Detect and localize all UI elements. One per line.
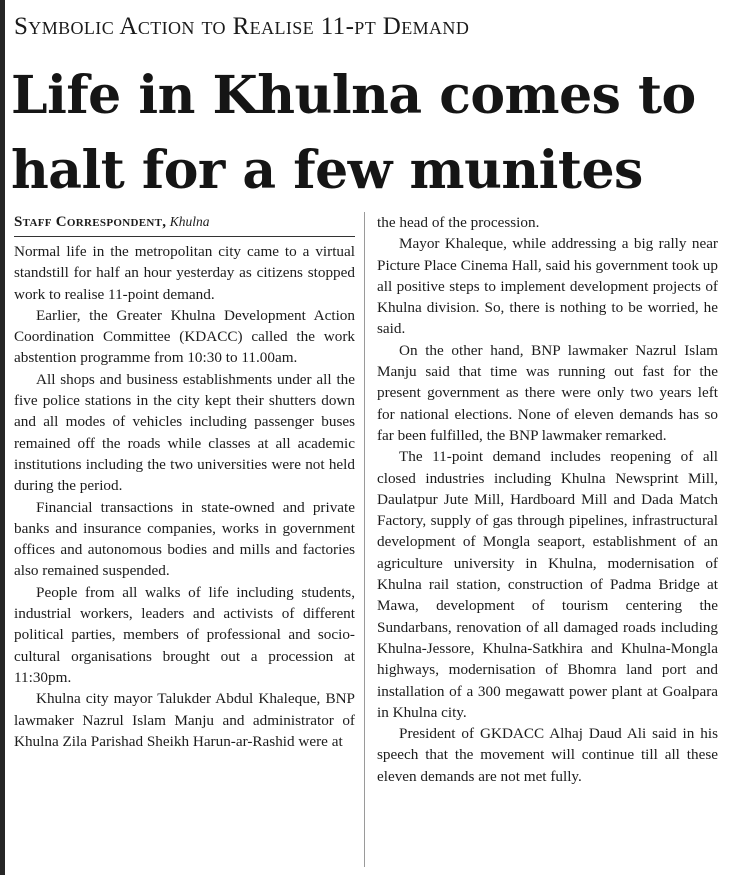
paragraph: Khulna city mayor Talukder Abdul Khaleque, BNP lawmaker Nazrul Islam Manju and administrator of Khulna Zila Parishad Sheikh Harun-ar-Rashid were at (14, 690, 355, 750)
byline-location: Khulna (169, 214, 210, 229)
paragraph: Normal life in the metropolitan city came to a virtual standstill for half an hour yesterday as citizens stopped work to realise 11-point demand. (14, 243, 355, 303)
left-edge-rule (0, 0, 5, 875)
paragraph-continued: the head of the procession. (377, 214, 540, 231)
byline (14, 212, 355, 236)
paragraph: All shops and business establishments under all the five police stations in the city kept their shutters down and all modes of vehicles including passenger buses remained off the roads while classes at all academic institutions including the two universities were not held during the period. (14, 370, 355, 495)
paragraph: Mayor Khaleque, while addressing a big rally near Picture Place Cinema Hall, said his government took up all positive steps to implement development projects of Khulna division. So, there is nothing to be worried, he said. (377, 235, 718, 338)
byline-rule (14, 236, 355, 237)
left-column (14, 212, 355, 752)
column-divider (364, 212, 365, 867)
paragraph: Earlier, the Greater Khulna Development Action Coordination Committee (KDACC) called the work abstention programme from 10:30 to 11.00am. (14, 306, 355, 367)
paragraph: People from all walks of life including students, industrial workers, leaders and activists of different political parties, members of professional and socio-cultural organisations brought out a procession at 11:30pm. (14, 583, 355, 686)
headline-line-2: halt for a few munites (11, 140, 643, 201)
paragraph: The 11-point demand includes reopening of all closed industries including Khulna Newsprint Mill, Daulatpur Jute Mill, Hardboard Mill and Dada Match Factory, supply of gas through pipelines, infrastructural development of Mongla seaport, establishment of an agriculture university in Khulna, modernisation of Khulna rail station, construction of Padma Bridge at Mawa, development of tourism centering the Sundarbans, renovation of all damaged roads including Khulna-Jessore, Khulna-Satkhira and Khulna-Mongla highways, modernisation of Bhomra land port and installation of a 300 megawatt power plant at Goalpara in Khulna city. (377, 448, 718, 721)
paragraph: On the other hand, BNP lawmaker Nazrul Islam Manju said that time was running out fast for the present government as there were only two years left for national elections. None of eleven demands has so far been fulfilled, the BNP lawmaker remarked. (377, 341, 718, 444)
headline-line-1: Life in Khulna comes to (11, 65, 696, 126)
right-column (377, 212, 718, 787)
paragraph: Financial transactions in state-owned and private banks and insurance companies, works in government offices and autonomous bodies and mills and factories also remained suspended. (14, 498, 355, 580)
main-headline (11, 58, 733, 208)
byline-reporter: Staff Correspondent, (14, 214, 167, 230)
kicker-headline: Symbolic Action to Realise 11-pt Demand (14, 13, 470, 40)
paragraph: President of GKDACC Alhaj Daud Ali said in his speech that the movement will continue till all these eleven demands are not met fully. (377, 725, 718, 785)
